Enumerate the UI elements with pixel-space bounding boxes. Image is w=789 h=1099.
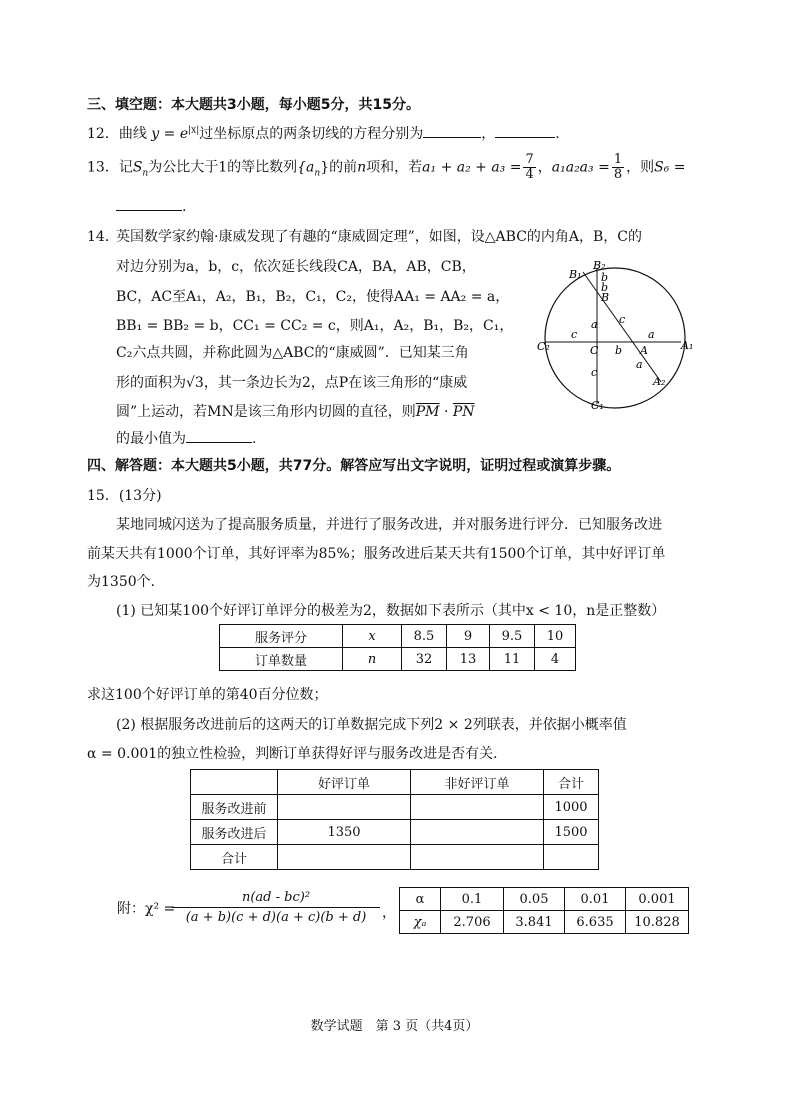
table-cell (278, 845, 411, 870)
table-row (400, 911, 689, 934)
table-cell: 0.05 (504, 888, 565, 911)
q14-line-1: 英国数学家约翰·康威发现了有趣的“康威圆定理”，如图，设△ABC的内角A，B，C的 (116, 229, 643, 245)
q13-sn-sub: n (142, 168, 149, 179)
table-cell (411, 795, 544, 820)
chi-square-formula (172, 890, 380, 925)
q13-product: a₁a₂a₃ = (551, 159, 610, 176)
label-side-a-1: a (591, 318, 598, 331)
table-cell: 1500 (544, 820, 599, 845)
table-cell (191, 770, 278, 795)
table-cell: 8.5 (402, 625, 447, 648)
q13-text-7: ，则 (626, 159, 655, 176)
q13-fraction-1: $\frac{7}{4}$ (525, 152, 534, 182)
label-side-c-2: c (571, 328, 578, 341)
q12-end: . (555, 126, 560, 142)
q15-number: 15．(13分) (87, 488, 162, 504)
q14-line-5: C₂六点共圆，并称此圆为△ABC的“康威圆”．已知某三角 (116, 345, 469, 361)
appendix-label: 附：χ² = (117, 901, 176, 917)
label-a: A (640, 344, 648, 357)
critical-value-table (399, 887, 689, 934)
score-table (219, 624, 576, 671)
table-cell: 11 (490, 648, 535, 671)
q14-vector-pm: $\overline{PM}$ (415, 404, 440, 420)
table-cell: 1350 (278, 820, 411, 845)
table-cell: 3.841 (504, 911, 565, 934)
q15-paragraph-2: 前某天共有1000个订单，其好评率为85%；服务改进后某天共有1500个订单，其中好评订单 (87, 546, 666, 562)
label-side-b-2: b (601, 281, 609, 294)
q14-dot: · (439, 404, 453, 420)
table-cell: χₐ (400, 911, 441, 934)
q13-an: {a (297, 159, 315, 176)
label-b2: B₂ (593, 259, 606, 272)
label-b1: B₁ (569, 268, 582, 281)
table-cell: 0.001 (626, 888, 689, 911)
q13-comma: ， (537, 159, 552, 176)
section-3-heading: 三、填空题：本大题共3小题，每小题5分，共15分。 (87, 97, 420, 113)
table-cell: 6.635 (565, 911, 626, 934)
q15-paragraph-3: 为1350个． (87, 574, 165, 590)
q14-number: 14． (87, 229, 119, 245)
question-13: 13．记$S_n$为公比大于1的等比数列$\{a_n\}$的前n项和，若a₁ + a₂ + a₃ = $\frac{7}{4}$ ，a₁a₂a₃ = $\frac{1}{8}$ ，则S₆ = (87, 152, 686, 182)
q15-subquestion-2-b: α = 0.001的独立性检验，判断订单获得好评与服务改进是否有关． (87, 746, 508, 762)
q13-text-2: 为公比大于1的等比数列 (148, 159, 298, 176)
table-cell: 9.5 (490, 625, 535, 648)
table-row (191, 795, 599, 820)
label-side-b-1: b (601, 271, 609, 284)
q12-separator: ， (481, 126, 496, 142)
q14-line-2: 对边分别为a，b，c，依次延长线段CA，BA，AB，CB， (116, 259, 476, 275)
label-c: C (590, 344, 599, 357)
q13-fraction-2: $\frac{1}{8}$ (613, 152, 623, 182)
q14-blank[interactable] (186, 428, 252, 443)
table-row (220, 648, 576, 671)
table-cell (544, 845, 599, 870)
q13-number: 13． (87, 159, 119, 176)
q12-number: 12． (87, 126, 119, 142)
formula-comma: ， (382, 905, 396, 921)
q13-end: . (182, 199, 187, 215)
label-c2: C₂ (537, 340, 550, 353)
table-row (191, 845, 599, 870)
q13-text-5: 项和，若 (366, 159, 423, 176)
table-cell: 2.706 (441, 911, 504, 934)
q13-sn: S (132, 159, 143, 176)
q14-line-3: BC，AC至A₁，A₂，B₁，B₂，C₁，C₂，使得AA₁ = AA₂ = a， (116, 289, 510, 305)
table-cell: 服务改进后 (191, 820, 278, 845)
label-side-b-3: b (615, 344, 623, 357)
table-cell: 4 (535, 648, 576, 671)
label-c1: C₁ (591, 399, 604, 412)
label-b: B (601, 291, 610, 304)
label-side-c-1: c (619, 313, 626, 326)
q15-subquestion-2-a: (2) 根据服务改进前后的这两天的订单数据完成下列2 × 2列联表，并依据小概率值 (116, 717, 627, 733)
table-cell: 13 (447, 648, 490, 671)
table-cell: 10.828 (626, 911, 689, 934)
q12-blank-1[interactable] (423, 123, 481, 138)
table-cell: n (343, 648, 402, 671)
page-footer: 数学试题 第 3 页（共4页） (310, 1019, 479, 1034)
q13-text-1: 记 (118, 159, 133, 176)
formula-denominator: (a + b)(c + d)(a + c)(b + d) (185, 910, 367, 925)
table-row (400, 888, 689, 911)
label-a2: A₂ (653, 375, 666, 388)
label-side-c-3: c (591, 366, 598, 379)
section-4-heading: 四、解答题：本大题共5小题，共77分。解答应写出文字说明，证明过程或演算步骤。 (87, 458, 621, 474)
q12-blank-2[interactable] (495, 123, 555, 138)
q14-line-4: BB₁ = BB₂ = b，CC₁ = CC₂ = c，则A₁，A₂，B₁，B₂，C₁， (116, 318, 514, 334)
q14-end: . (252, 431, 257, 447)
q15-paragraph-1: 某地同城闪送为了提高服务质量，并进行了服务改进，并对服务进行评分．已知服务改进 (116, 517, 662, 533)
table-cell (411, 845, 544, 870)
formula-numerator: n(ad - bc)² (172, 890, 380, 908)
q13-s6: S₆ = (654, 159, 686, 176)
contingency-table (190, 769, 599, 870)
table-row (191, 820, 599, 845)
table-row (191, 770, 599, 795)
q15-subquestion-1: (1) 已知某100个好评订单评分的极差为2，数据如下表所示（其中x < 10，n是正整数） (116, 603, 666, 619)
conway-circle-figure (535, 258, 695, 414)
table-cell: α (400, 888, 441, 911)
table-cell: x (343, 625, 402, 648)
table-cell: 0.01 (565, 888, 626, 911)
q15-subquestion-1-ask: 求这100个好评订单的第40百分位数； (87, 687, 328, 703)
table-cell: 非好评订单 (411, 770, 544, 795)
table-row (220, 625, 576, 648)
label-side-a-2: a (648, 328, 655, 341)
question-12 (87, 123, 560, 143)
table-cell: 9 (447, 625, 490, 648)
table-cell: 1000 (544, 795, 599, 820)
table-cell: 服务改进前 (191, 795, 278, 820)
table-cell: 合计 (544, 770, 599, 795)
q13-sum: a₁ + a₂ + a₃ = (422, 159, 522, 176)
q14-line-6: 形的面积为√3，其一条边长为2，点P在该三角形的“康威 (116, 375, 468, 391)
q13-answer-line (116, 196, 186, 215)
table-cell: 合计 (191, 845, 278, 870)
q14-line-8 (116, 428, 256, 448)
table-cell: 32 (402, 648, 447, 671)
q14-last-text: 的最小值为 (116, 431, 186, 447)
q13-blank[interactable] (116, 196, 182, 211)
table-cell: 订单数量 (220, 648, 343, 671)
table-cell: 好评订单 (278, 770, 411, 795)
label-a1: A₁ (681, 339, 694, 352)
table-cell: 10 (535, 625, 576, 648)
table-cell: 0.1 (441, 888, 504, 911)
table-cell (411, 820, 544, 845)
q12-exponent: |x| (188, 125, 200, 136)
q12-function: y = e (151, 126, 189, 142)
table-cell (278, 795, 411, 820)
q14-line-7-text: 圆”上运动，若MN是该三角形内切圆的直径，则 (116, 404, 416, 420)
q13-n: n (357, 159, 367, 176)
q14-vector-pn: $\overline{PN}$ (452, 404, 475, 420)
q12-text-b: 过坐标原点的两条切线的方程分别为 (199, 126, 424, 142)
q14-line-7 (116, 401, 475, 421)
label-side-a-3: a (636, 358, 643, 371)
q13-text-3: }的前 (320, 159, 358, 176)
q12-text-a: 曲线 (118, 126, 147, 142)
table-cell: 服务评分 (220, 625, 343, 648)
